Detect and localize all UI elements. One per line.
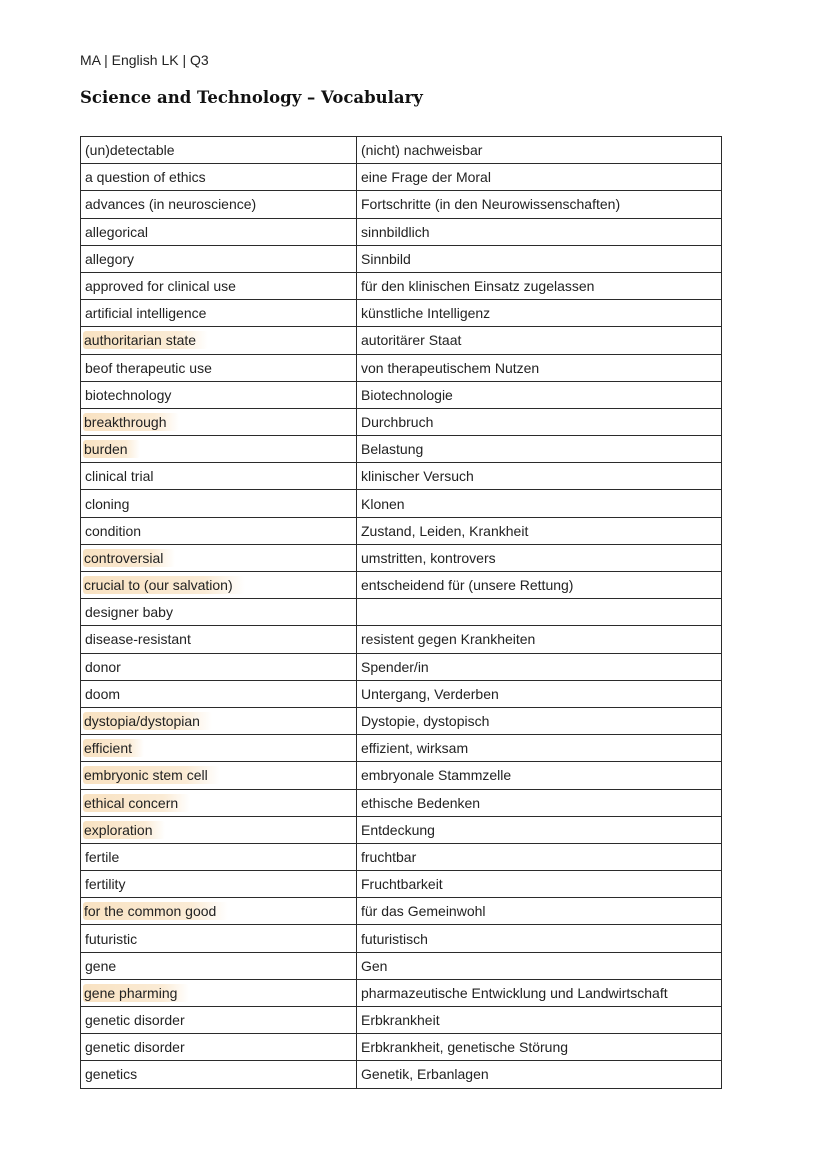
- german-translation-cell: [357, 272, 722, 299]
- german-translation: für das Gemeinwohl: [361, 903, 486, 920]
- english-term: (un)detectable: [85, 142, 175, 159]
- english-term: authoritarian state: [83, 331, 208, 349]
- table-row: [81, 1034, 722, 1061]
- table-row: [81, 381, 722, 408]
- english-term: condition: [85, 522, 142, 539]
- english-term-cell: [81, 789, 357, 816]
- table-row: [81, 272, 722, 299]
- english-term-cell: [81, 354, 357, 381]
- german-translation: Klonen: [361, 495, 405, 512]
- table-row: [81, 680, 722, 707]
- german-translation: Belastung: [361, 441, 424, 458]
- german-translation-cell: [357, 327, 722, 354]
- page-title: Science and Technology – Vocabulary: [80, 88, 423, 107]
- table-row: [81, 544, 722, 571]
- english-term-cell: [81, 626, 357, 653]
- english-term: fertility: [85, 876, 126, 893]
- english-term: efficient: [83, 739, 144, 757]
- english-term-cell: [81, 1007, 357, 1034]
- english-term-cell: [81, 871, 357, 898]
- german-translation: Entdeckung: [361, 821, 435, 838]
- english-term-cell: [81, 137, 357, 164]
- table-row: [81, 1061, 722, 1088]
- german-translation: fruchtbar: [361, 848, 417, 865]
- german-translation-cell: [357, 952, 722, 979]
- german-translation-cell: [357, 843, 722, 870]
- german-translation-cell: [357, 735, 722, 762]
- english-term-cell: [81, 490, 357, 517]
- table-row: [81, 490, 722, 517]
- german-translation-cell: [357, 1007, 722, 1034]
- english-term: genetic disorder: [85, 1039, 185, 1056]
- german-translation-cell: [357, 544, 722, 571]
- english-term-cell: [81, 925, 357, 952]
- english-term-cell: [81, 979, 357, 1006]
- german-translation-cell: [357, 762, 722, 789]
- german-translation: resistent gegen Krankheiten: [361, 631, 536, 648]
- english-term: burden: [83, 440, 140, 458]
- course-header: MA | English LK | Q3: [80, 52, 209, 68]
- german-translation: Dystopie, dystopisch: [361, 713, 490, 730]
- vocabulary-table-body: [81, 137, 722, 1089]
- english-term: allegory: [85, 250, 135, 267]
- german-translation-cell: [357, 381, 722, 408]
- german-translation: für den klinischen Einsatz zugelassen: [361, 278, 595, 295]
- german-translation: effizient, wirksam: [361, 740, 469, 757]
- german-translation-cell: [357, 653, 722, 680]
- english-term-cell: [81, 300, 357, 327]
- english-term: exploration: [83, 821, 165, 839]
- english-term: ethical concern: [83, 794, 190, 812]
- english-term: genetic disorder: [85, 1012, 185, 1029]
- table-row: [81, 300, 722, 327]
- german-translation-cell: [357, 245, 722, 272]
- english-term-cell: [81, 381, 357, 408]
- german-translation: Fortschritte (in den Neurowissenschaften): [361, 196, 621, 213]
- table-row: [81, 1007, 722, 1034]
- table-row: [81, 327, 722, 354]
- english-term-cell: [81, 762, 357, 789]
- table-row: [81, 218, 722, 245]
- german-translation-cell: [357, 626, 722, 653]
- english-term-cell: [81, 707, 357, 734]
- table-row: [81, 436, 722, 463]
- table-row: [81, 164, 722, 191]
- table-row: [81, 735, 722, 762]
- english-term-cell: [81, 816, 357, 843]
- english-term-cell: [81, 408, 357, 435]
- english-term-cell: [81, 463, 357, 490]
- german-translation: Zustand, Leiden, Krankheit: [361, 522, 529, 539]
- german-translation: sinnbildlich: [361, 223, 430, 240]
- english-term-cell: [81, 680, 357, 707]
- english-term: artificial intelligence: [85, 305, 207, 322]
- german-translation-cell: [357, 408, 722, 435]
- german-translation: embryonale Stammzelle: [361, 767, 512, 784]
- table-row: [81, 354, 722, 381]
- english-term-cell: [81, 245, 357, 272]
- table-row: [81, 599, 722, 626]
- german-translation: Biotechnologie: [361, 386, 453, 403]
- english-term: crucial to (our salvation): [83, 576, 245, 594]
- german-translation: pharmazeutische Entwicklung und Landwirtschaft: [361, 984, 668, 1001]
- german-translation: entscheidend für (unsere Rettung): [361, 577, 574, 594]
- german-translation: von therapeutischem Nutzen: [361, 359, 540, 376]
- german-translation: Spender/in: [361, 658, 429, 675]
- german-translation-cell: [357, 191, 722, 218]
- english-term: for the common good: [83, 902, 228, 920]
- english-term: embryonic stem cell: [83, 766, 220, 784]
- table-row: [81, 572, 722, 599]
- vocabulary-table: [80, 136, 722, 1089]
- english-term: genetics: [85, 1066, 138, 1083]
- english-term-cell: [81, 572, 357, 599]
- table-row: [81, 925, 722, 952]
- english-term: approved for clinical use: [85, 278, 236, 295]
- english-term: designer baby: [85, 604, 173, 621]
- german-translation: Durchbruch: [361, 413, 434, 430]
- english-term-cell: [81, 952, 357, 979]
- german-translation: futuristisch: [361, 930, 428, 947]
- german-translation-cell: [357, 680, 722, 707]
- german-translation-cell: [357, 436, 722, 463]
- table-row: [81, 191, 722, 218]
- english-term: donor: [85, 658, 121, 675]
- table-row: [81, 871, 722, 898]
- english-term: breakthrough: [83, 413, 179, 431]
- english-term-cell: [81, 327, 357, 354]
- table-row: [81, 816, 722, 843]
- german-translation-cell: [357, 300, 722, 327]
- english-term: dystopia/dystopian: [83, 712, 212, 730]
- german-translation-cell: [357, 816, 722, 843]
- english-term-cell: [81, 843, 357, 870]
- german-translation: Erbkrankheit: [361, 1012, 440, 1029]
- english-term: doom: [85, 685, 121, 702]
- german-translation-cell: [357, 979, 722, 1006]
- german-translation: eine Frage der Moral: [361, 169, 491, 186]
- english-term: beof therapeutic use: [85, 359, 212, 376]
- table-row: [81, 408, 722, 435]
- table-row: [81, 245, 722, 272]
- german-translation: künstliche Intelligenz: [361, 305, 491, 322]
- german-translation-cell: [357, 898, 722, 925]
- german-translation-cell: [357, 789, 722, 816]
- english-term-cell: [81, 164, 357, 191]
- english-term-cell: [81, 272, 357, 299]
- german-translation-cell: [357, 137, 722, 164]
- german-translation: klinischer Versuch: [361, 468, 474, 485]
- german-translation: Erbkrankheit, genetische Störung: [361, 1039, 569, 1056]
- german-translation-cell: [357, 925, 722, 952]
- english-term: allegorical: [85, 223, 149, 240]
- german-translation-cell: [357, 164, 722, 191]
- table-row: [81, 463, 722, 490]
- table-row: [81, 843, 722, 870]
- english-term: gene: [85, 957, 117, 974]
- english-term-cell: [81, 735, 357, 762]
- english-term: gene pharming: [83, 984, 189, 1002]
- german-translation: autoritärer Staat: [361, 332, 462, 349]
- german-translation-cell: [357, 463, 722, 490]
- table-row: [81, 952, 722, 979]
- english-term: disease-resistant: [85, 631, 191, 648]
- english-term-cell: [81, 653, 357, 680]
- english-term: fertile: [85, 848, 120, 865]
- english-term-cell: [81, 436, 357, 463]
- table-row: [81, 898, 722, 925]
- table-row: [81, 626, 722, 653]
- german-translation-cell: [357, 490, 722, 517]
- english-term: advances (in neuroscience): [85, 196, 257, 213]
- english-term: cloning: [85, 495, 130, 512]
- english-term-cell: [81, 544, 357, 571]
- english-term: futuristic: [85, 930, 138, 947]
- german-translation: Fruchtbarkeit: [361, 876, 443, 893]
- english-term-cell: [81, 191, 357, 218]
- german-translation: Sinnbild: [361, 250, 411, 267]
- german-translation-cell: [357, 599, 722, 626]
- table-row: [81, 789, 722, 816]
- english-term-cell: [81, 599, 357, 626]
- german-translation-cell: [357, 517, 722, 544]
- german-translation: Untergang, Verderben: [361, 685, 499, 702]
- table-row: [81, 762, 722, 789]
- english-term: a question of ethics: [85, 169, 206, 186]
- german-translation: Gen: [361, 957, 388, 974]
- english-term-cell: [81, 1034, 357, 1061]
- table-row: [81, 707, 722, 734]
- german-translation-cell: [357, 218, 722, 245]
- german-translation-cell: [357, 1061, 722, 1088]
- german-translation: Genetik, Erbanlagen: [361, 1066, 489, 1083]
- german-translation-cell: [357, 871, 722, 898]
- german-translation-cell: [357, 1034, 722, 1061]
- english-term-cell: [81, 898, 357, 925]
- english-term: biotechnology: [85, 386, 172, 403]
- german-translation-cell: [357, 354, 722, 381]
- english-term-cell: [81, 517, 357, 544]
- german-translation: ethische Bedenken: [361, 794, 481, 811]
- table-row: [81, 517, 722, 544]
- german-translation: (nicht) nachweisbar: [361, 142, 483, 159]
- german-translation-cell: [357, 707, 722, 734]
- table-row: [81, 979, 722, 1006]
- english-term-cell: [81, 218, 357, 245]
- table-row: [81, 137, 722, 164]
- german-translation: umstritten, kontrovers: [361, 549, 496, 566]
- english-term: clinical trial: [85, 468, 154, 485]
- table-row: [81, 653, 722, 680]
- english-term: controversial: [83, 549, 175, 567]
- german-translation-cell: [357, 572, 722, 599]
- english-term-cell: [81, 1061, 357, 1088]
